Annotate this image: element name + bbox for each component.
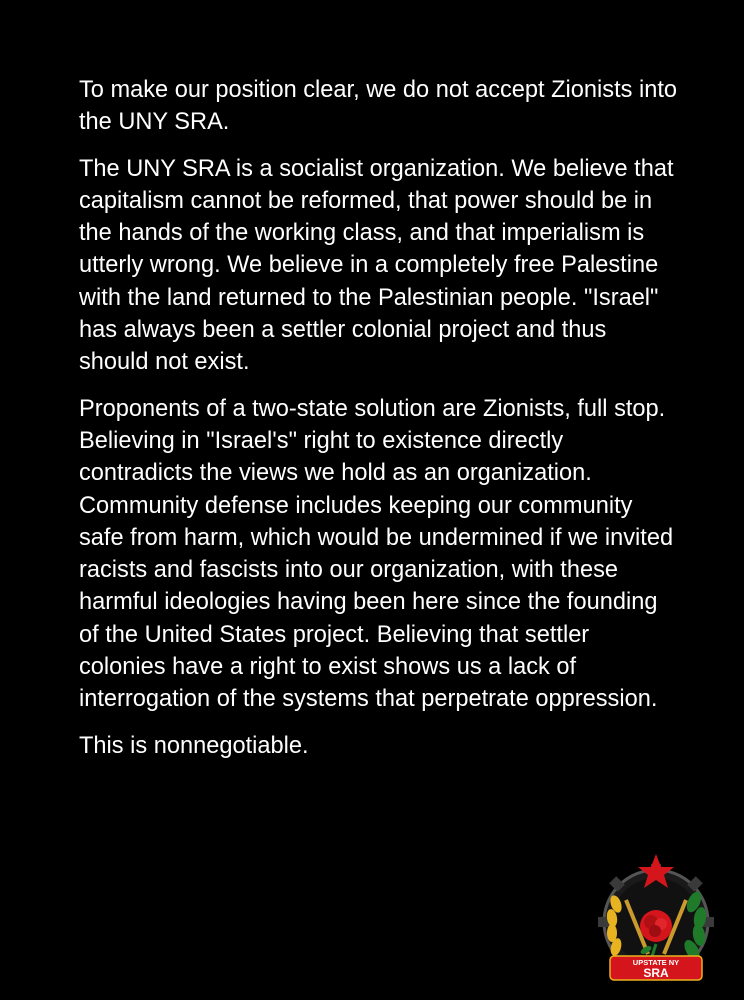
- statement-paragraph-2: The UNY SRA is a socialist organization. We believe that capitalism cannot be reformed, that power should be in the hands of the working class, and that imperialism is utterly wrong. We believe in a completely free Palestine with the land returned to the Palestinian people. "Israel" has always been a settler colonial project and thus should not exist.: [79, 155, 674, 376]
- logo-text-sra: SRA: [643, 966, 669, 980]
- logo-text-upstate: UPSTATE NY: [632, 958, 680, 967]
- statement-paragraph-4: This is nonnegotiable.: [79, 732, 309, 759]
- statement-paragraph-1: To make our position clear, we do not accept Zionists into the UNY SRA.: [79, 77, 678, 136]
- upstate-ny-sra-logo: [590, 852, 722, 984]
- logo-banner: [610, 956, 702, 980]
- statement-text: [79, 74, 679, 776]
- statement-paragraph-3: Proponents of a two-state solution are Zionists, full stop. Believing in "Israel's" right to existence directly contradicts the views we hold as an organization. Community defense includes keeping our community safe from harm, which would be undermined if we invited racists and fascists into our organization, with these harmful ideologies having been here since the founding of the United States project. Believing that settler colonies have a right to exist shows us a lack of interrogation of the systems that perpetrate oppression.: [79, 395, 674, 713]
